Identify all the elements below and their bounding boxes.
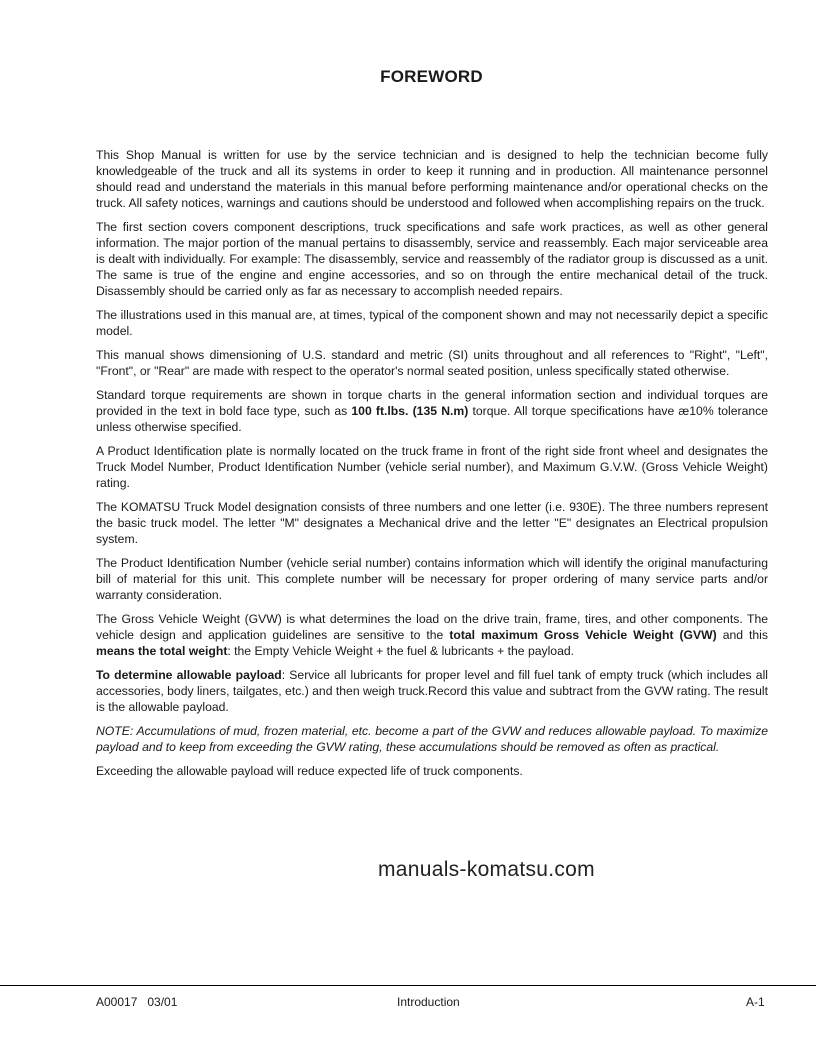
- paragraph-illustrations: The illustrations used in this manual are, at times, typical of the component shown and may not necessarily depict a specific model.: [96, 308, 768, 338]
- gvw-text-c: : the Empty Vehicle Weight + the fuel & lubricants + the payload.: [227, 644, 575, 658]
- paragraph-allowable-payload: [96, 667, 768, 715]
- torque-text-a: Standard torque requirements are shown in torque charts in the general information section and individual torques are provided in the text in bold face type, such as: [96, 388, 768, 418]
- gvw-text-a: The Gross Vehicle Weight (GVW) is what determines the load on the drive train, frame, tires, and other components. The vehicle design and application guidelines are sensitive to the: [96, 612, 768, 642]
- paragraph-gvw: [96, 611, 768, 659]
- note-paragraph: NOTE: Accumulations of mud, frozen material, etc. become a part of the GVW and reduces allowable payload. To maximize payload and to keep from exceeding the GVW rating, these accumulations should be removed as often as practical.: [96, 724, 768, 754]
- payload-heading: To determine allowable payload: [96, 668, 282, 682]
- gvw-bold-1: total maximum Gross Vehicle Weight (GVW): [449, 628, 717, 642]
- footer-doc-code: A00017 03/01: [96, 995, 178, 1009]
- payload-text: : Service all lubricants for proper level and fill fuel tank of empty truck (which includes all accessories, body liners, tailgates, etc.) and then weigh truck.Record this value and subtract from the GVW rating. The result is the allowable payload.: [96, 668, 768, 714]
- watermark: manuals-komatsu.com: [378, 858, 595, 881]
- paragraph-serial-number: The Product Identification Number (vehicle serial number) contains information which will identify the original manufacturing bill of material for this unit. This complete number will be necessary for proper ordering of many service parts and/or warranty consideration.: [96, 556, 768, 602]
- torque-example: 100 ft.lbs. (135 N.m): [351, 404, 469, 418]
- footer-page-number: A-1: [746, 995, 765, 1009]
- paragraph-torque: [96, 387, 768, 435]
- torque-text-b: torque. All torque specifications have æ10% tolerance unless otherwise specified.: [96, 404, 768, 434]
- paragraph-purpose: This Shop Manual is written for use by the service technician and is designed to help the technician become fully knowledgeable of the truck and all its systems in order to keep it running and in production. All maintenance personnel should read and understand the materials in this manual before performing maintenance and/or operational checks on the truck. All safety notices, warnings and cautions should be understood and followed when accomplishing repairs on the truck.: [96, 148, 768, 210]
- page-title: FOREWORD: [380, 67, 483, 86]
- footer-section: Introduction: [397, 995, 460, 1009]
- paragraph-model-designation: The KOMATSU Truck Model designation consists of three numbers and one letter (i.e. 930E). The three numbers represent the basic truck model. The letter "M" designates a Mechanical drive and the letter "E" designates an Electrical propulsion system.: [96, 500, 768, 546]
- foreword-body: [96, 147, 768, 787]
- paragraph-exceeding: Exceeding the allowable payload will reduce expected life of truck components.: [96, 764, 523, 778]
- paragraph-id-plate: A Product Identification plate is normally located on the truck frame in front of the right side front wheel and designates the Truck Model Number, Product Identification Number (vehicle serial number), and Maximum G.V.W. (Gross Vehicle Weight) rating.: [96, 444, 768, 490]
- gvw-text-b: and this: [716, 628, 768, 642]
- paragraph-units: This manual shows dimensioning of U.S. standard and metric (SI) units throughout and all references to "Right", "Left", "Front", or "Rear" are made with respect to the operator's normal seated position, unless specifically stated otherwise.: [96, 348, 768, 378]
- gvw-bold-2: means the total weight: [96, 644, 228, 658]
- paragraph-sections: The first section covers component descriptions, truck specifications and safe work practices, as well as other general information. The major portion of the manual pertains to disassembly, service and reassembly. Each major serviceable area is dealt with individually. For example: The disassembly, service and reassembly of the radiator group is discussed as a unit. The same is true of the engine and engine accessories, and so on through the entire mechanical detail of the truck. Disassembly should be carried only as far as necessary to accomplish needed repairs.: [96, 220, 768, 298]
- footer-divider: [0, 985, 816, 986]
